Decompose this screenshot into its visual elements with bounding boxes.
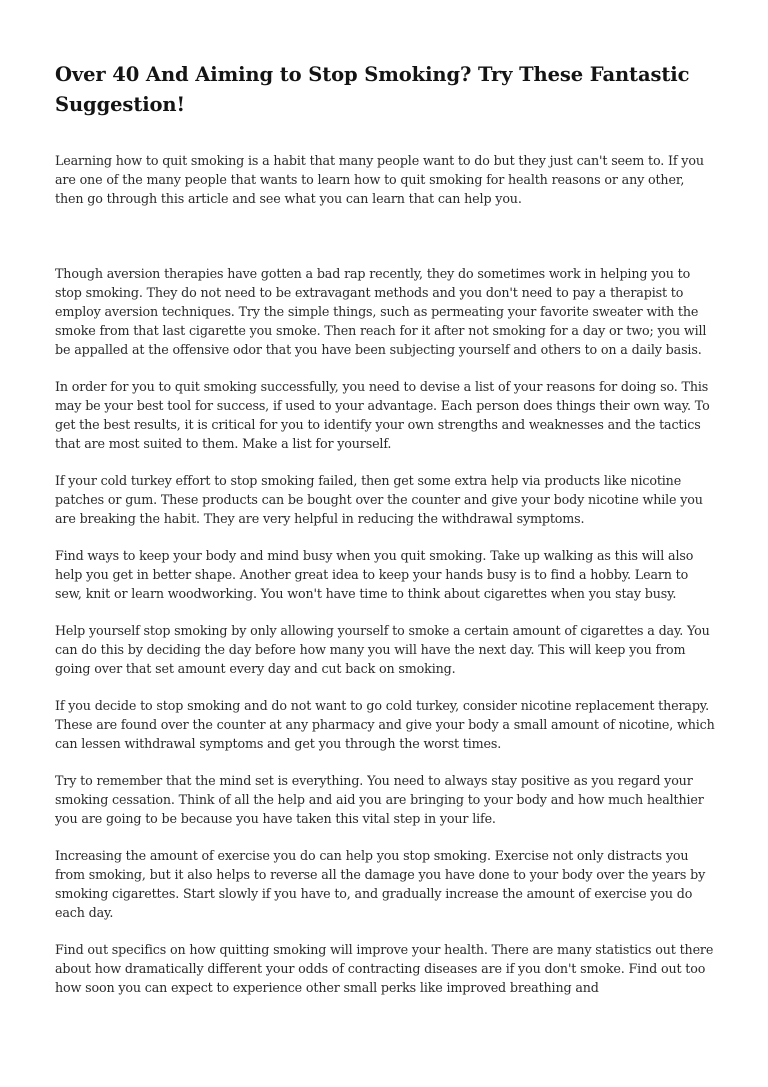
intro-paragraph: Learning how to quit smoking is a habit that many people want to do but they just can't seem to. If you are one of the many people that wants to learn how to quit smoking for health reasons or any other, then go through this article and see what you can learn that can help you. xyxy=(55,153,704,206)
page-title: Over 40 And Aiming to Stop Smoking? Try These Fantastic Suggestion! xyxy=(55,63,690,116)
paragraph-exercise: Increasing the amount of exercise you do can help you stop smoking. Exercise not only distracts you from smoking, but it also helps to reverse all the damage you have done to your body over the years by smoking cigarettes. Start slowly if you have to, and gradually increase the amount of exercise you do each day. xyxy=(55,848,706,920)
document-page xyxy=(55,60,715,1015)
paragraph-nicotine-patches: If your cold turkey effort to stop smoking failed, then get some extra help via products like nicotine patches or gum. These products can be bought over the counter and give your body nicotine while you are breaking the habit. They are very helpful in reducing the withdrawal symptoms. xyxy=(55,473,703,526)
paragraph-aversion-therapy: Though aversion therapies have gotten a bad rap recently, they do sometimes work in helping you to stop smoking. They do not need to be extravagant methods and you don't need to pay a therapist to employ aversion techniques. Try the simple things, such as permeating your favorite sweater with the smoke from that last cigarette you smoke. Then reach for it after not smoking for a day or two; you will be appalled at the offensive odor that you have been subjecting yourself and others to on a daily basis. xyxy=(55,266,707,357)
paragraph-health-specifics: Find out specifics on how quitting smoking will improve your health. There are many statistics out there about how dramatically different your odds of contracting diseases are if you don't smoke. Find out too how soon you can expect to experience other small perks like improved breathing and xyxy=(55,942,714,995)
paragraph-limit-cigarettes: Help yourself stop smoking by only allowing yourself to smoke a certain amount of cigarettes a day. You can do this by deciding the day before how many you will have the next day. This will keep you from going over that set amount every day and cut back on smoking. xyxy=(55,623,710,676)
paragraph-list-of-reasons: In order for you to quit smoking successfully, you need to devise a list of your reasons for doing so. This may be your best tool for success, if used to your advantage. Each person does things their own way. To get the best results, it is critical for you to identify your own strengths and weaknesses and the tactics that are most suited to them. Make a list for yourself. xyxy=(55,379,710,451)
paragraph-replacement-therapy: If you decide to stop smoking and do not want to go cold turkey, consider nicotine replacement therapy. These are found over the counter at any pharmacy and give your body a small amount of nicotine, which can lessen withdrawal symptoms and get you through the worst times. xyxy=(55,698,715,751)
paragraph-stay-busy: Find ways to keep your body and mind busy when you quit smoking. Take up walking as this will also help you get in better shape. Another great idea to keep your hands busy is to find a hobby. Learn to sew, knit or learn woodworking. You won't have time to think about cigarettes when you stay busy. xyxy=(55,548,694,601)
paragraph-mind-set: Try to remember that the mind set is everything. You need to always stay positive as you regard your smoking cessation. Think of all the help and aid you are bringing to your body and how much healthier you are going to be because you have taken this vital step in your life. xyxy=(55,773,704,826)
